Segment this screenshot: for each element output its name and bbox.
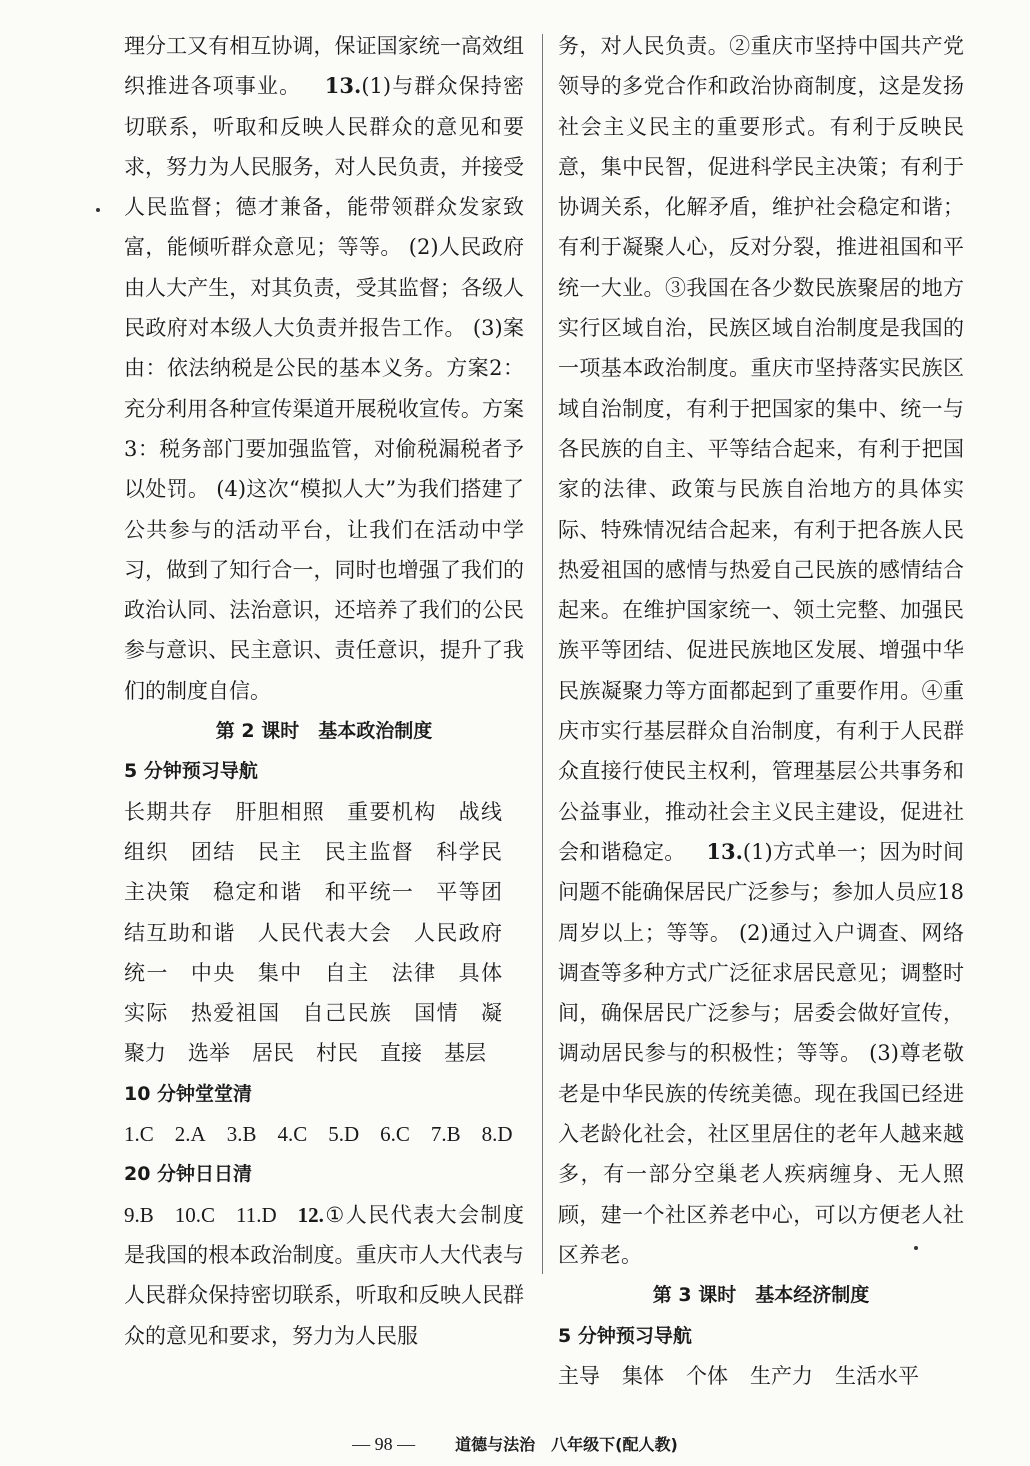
preview-word: 集体 xyxy=(622,1363,664,1388)
preview-word: 凝 xyxy=(481,1001,503,1026)
answer-item: 3.B xyxy=(226,1122,257,1147)
preview-word: 热爱祖国 xyxy=(190,1001,281,1026)
preview-word: 民主监督 xyxy=(324,839,415,864)
answer-item: 8.D xyxy=(481,1122,513,1147)
left-q13-text: (1)与群众保持密切联系，听取和反映人民群众的意见和要求，努力为人民服务，对人民负责，并接受人民监督；德才兼备，能带领群众发家致富，能倾听群众意见；等等。 (2)人民政府由人大产生，对其负责，受其监督；各级人民政府对本级人大负责并报告工作。 (3)案由：依法纳税是公民的基本义务。方案2：充分利用各种宣传渠道开展税收宣传。方案3：税务部门要加强监管，对偷税漏税者予以处罚。 (4)这次“模拟人大”为我们搭建了公共参与的活动平台，让我们在活动中学习，做到了知行合一，同时也增强了我们的政治认同、法治意识，还培养了我们的公民参与意识、民主意识、责任意识，提升了我们的制度自信。 xyxy=(124,74,525,703)
preview-word: 重要机构 xyxy=(347,799,437,824)
preview-word: 主导 xyxy=(558,1363,600,1388)
preview-word: 自主 xyxy=(324,960,370,985)
preview-word: 结互助和谐 xyxy=(124,920,236,945)
preview-title-right: 5 分钟预习导航 xyxy=(558,1324,692,1347)
right-answer-block xyxy=(558,26,964,1275)
preview-word: 肝胆相照 xyxy=(235,799,326,824)
preview-word-list-right xyxy=(558,1356,964,1396)
class-practice-title: 10 分钟堂堂清 xyxy=(124,1082,253,1105)
left-q13-number: 13. xyxy=(324,73,362,99)
preview-word: 长期共存 xyxy=(124,799,214,824)
page-footer xyxy=(0,1432,1030,1455)
preview-word: 中央 xyxy=(190,960,236,985)
preview-word: 居民 xyxy=(252,1041,294,1066)
class-answer-list xyxy=(124,1114,524,1154)
daily-answer-list xyxy=(124,1203,298,1227)
preview-word: 统一 xyxy=(124,960,169,985)
preview-word: 生产力 xyxy=(750,1363,813,1388)
right-para1: 务，对人民负责。②重庆市坚持中国共产党领导的多党合作和政治协商制度，这是发扬社会主义民主的重要形式。有利于反映民意，集中民智，促进科学民主决策；有利于协调关系，化解矛盾，维护社会稳定和谐；有利于凝聚人心，反对分裂，推进祖国和平统一大业。③我国在各少数民族聚居的地方实行区域自治，民族区域自治制度是我国的一项基本政治制度。重庆市坚持落实民族区域自治制度，有利于把国家的集中、统一与各民族的自主、平等结合起来，有利于把国家的法律、政策与民族自治地方的具体实际、特殊情况结合起来，有利于把各族人民热爱祖国的感情与热爱自己民族的感情结合起来。在维护国家统一、领土完整、加强民族平等团结、促进民族地区发展、增强中华民族凝聚力等方面都起到了重要作用。④重庆市实行基层群众自治制度，有利于人民群众直接行使民主权利，管理基层公共事务和公益事业，推动社会主义民主建设，促进社会和谐稳定。 xyxy=(558,34,964,864)
section-title-lesson2: 第 2 课时 基本政治制度 xyxy=(215,720,433,743)
answer-item: 7.B xyxy=(430,1122,461,1147)
preview-word: 平等团 xyxy=(436,880,503,905)
preview-word: 和平统一 xyxy=(324,880,415,905)
column-divider xyxy=(542,34,543,1274)
daily-practice-title: 20 分钟日日清 xyxy=(124,1163,253,1186)
book-title: 道德与法治 八年级下(配人教) xyxy=(455,1435,678,1454)
daily-answer-block xyxy=(124,1195,524,1356)
preview-word: 村民 xyxy=(316,1041,358,1066)
preview-word: 法律 xyxy=(391,960,437,985)
section-title-lesson3: 第 3 课时 基本经济制度 xyxy=(652,1284,870,1307)
preview-word: 基层 xyxy=(444,1041,486,1066)
preview-word: 生活水平 xyxy=(835,1363,919,1388)
right-column xyxy=(558,26,964,1396)
left-answer-block xyxy=(124,26,524,711)
preview-word: 科学民 xyxy=(436,839,503,864)
preview-word: 个体 xyxy=(686,1363,728,1388)
preview-word: 集中 xyxy=(257,960,303,985)
preview-word: 人民政府 xyxy=(413,920,503,945)
preview-word: 直接 xyxy=(380,1041,422,1066)
preview-word: 人民代表大会 xyxy=(257,920,392,945)
left-column xyxy=(124,26,524,1356)
right-q13-text: (1)方式单一；因为时间问题不能确保居民广泛参与；参加人员应18周岁以上；等等。 (2)通过入户调查、网络调查等多种方式广泛征求居民意见；调整时间，确保居民广泛参与；居委会做好宣传，调动居民参与的积极性；等等。 (3)尊老敬老是中华民族的传统美德。现在我国已经进入老龄化社会，社区里居住的老年人越来越多，有一部分空巢老人疾病缠身、无人照顾，建一个社区养老中心，可以方便老人社区养老。 xyxy=(558,839,965,1267)
preview-word: 团结 xyxy=(190,839,236,864)
margin-dot xyxy=(96,208,100,212)
answer-item: 11.D xyxy=(236,1202,277,1227)
left-q12-number: 12. xyxy=(297,1202,324,1227)
answer-item: 9.B xyxy=(124,1202,154,1227)
left-q12-text: ①人民代表大会制度是我国的根本政治制度。重庆市人大代表与人民群众保持密切联系，听取和反映人民群众的意见和要求，努力为人民服 xyxy=(124,1202,524,1348)
preview-word: 自己民族 xyxy=(302,1001,393,1026)
preview-word: 组织 xyxy=(124,839,169,864)
preview-word: 稳定和谐 xyxy=(213,880,303,905)
preview-title: 5 分钟预习导航 xyxy=(124,760,258,783)
preview-word: 实际 xyxy=(124,1001,169,1026)
page-number: — 98 — xyxy=(352,1434,416,1454)
answer-item: 6.C xyxy=(380,1122,410,1147)
answer-item: 1.C xyxy=(124,1122,154,1147)
right-q13-number: 13. xyxy=(706,838,743,864)
left-para1: 理分工又有相互协调，保证国家统一高效组织推进各项事业。 xyxy=(124,34,524,99)
answer-item: 5.D xyxy=(328,1122,360,1147)
preview-word: 聚力 xyxy=(124,1041,166,1066)
preview-word: 具体 xyxy=(458,960,503,985)
preview-word: 战线 xyxy=(458,799,503,824)
answer-item: 2.A xyxy=(174,1122,206,1147)
answer-item: 4.C xyxy=(277,1122,308,1147)
preview-word-list xyxy=(124,792,524,1074)
preview-word: 国情 xyxy=(414,1001,460,1026)
preview-word: 民主 xyxy=(257,839,303,864)
preview-word: 主决策 xyxy=(124,880,192,905)
answer-item: 10.C xyxy=(174,1202,216,1227)
preview-word: 选举 xyxy=(188,1041,230,1066)
